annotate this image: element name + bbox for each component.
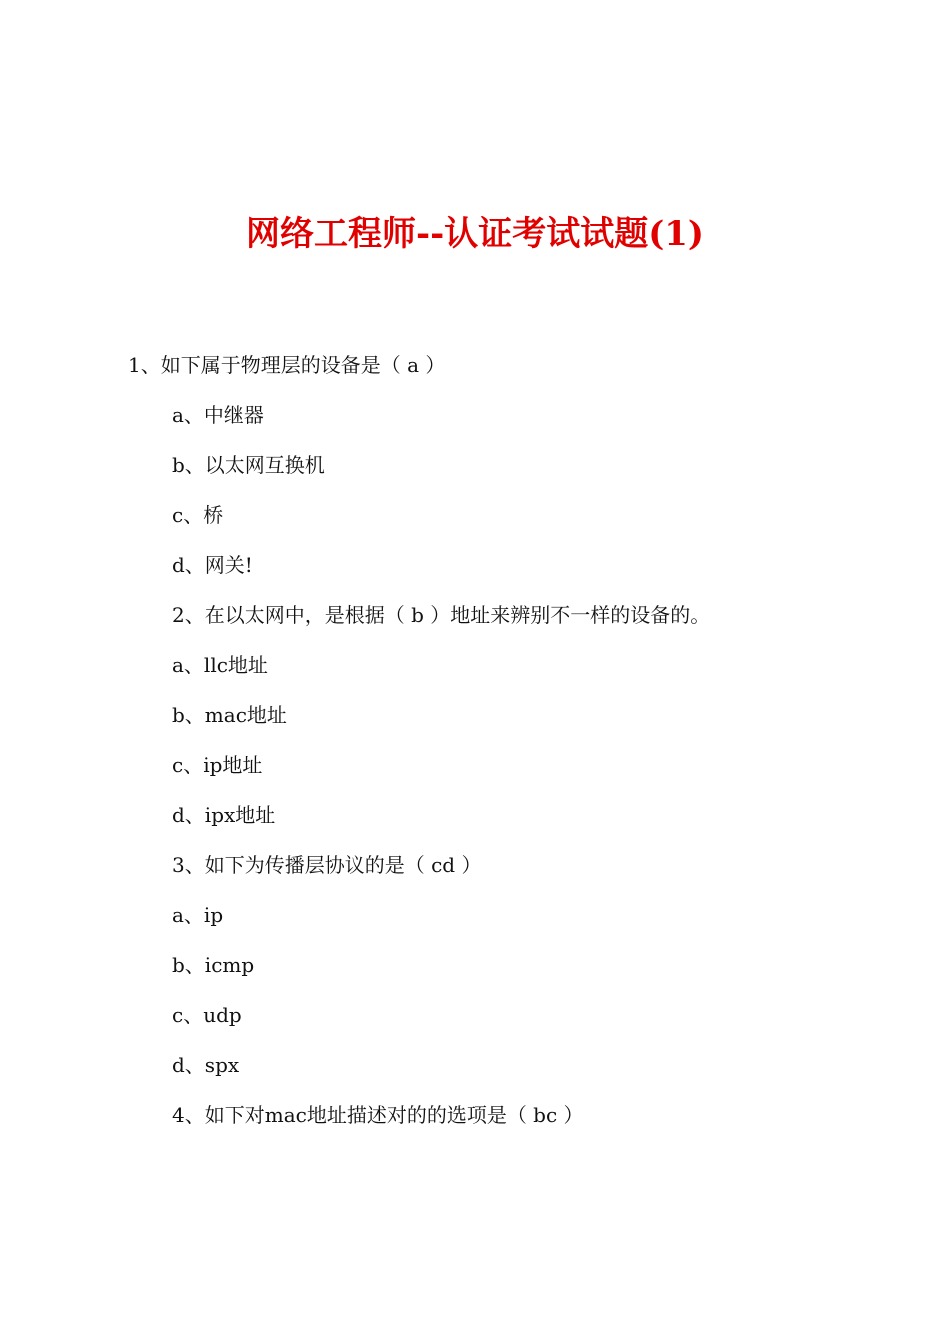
- option-3b: b、icmp: [172, 953, 255, 977]
- option-2d: d、ipx地址: [172, 803, 276, 827]
- question-list: [0, 340, 950, 1140]
- option-3c: c、udp: [172, 1003, 242, 1027]
- option-3d: d、spx: [172, 1053, 240, 1077]
- question-1: 1、如下属于物理层的设备是（ a ）: [128, 353, 446, 377]
- page-title: 网络工程师--认证考试试题(1): [245, 214, 705, 254]
- option-1a: a、中继器: [172, 403, 264, 427]
- question-4: 4、如下对mac地址描述对的的选项是（ bc ）: [172, 1103, 584, 1127]
- option-3a: a、ip: [172, 903, 224, 927]
- question-3: 3、如下为传播层协议的是（ cd ）: [172, 853, 482, 877]
- question-2: 2、在以太网中，是根据（ b ）地址来辨别不一样的设备的。: [172, 603, 711, 627]
- option-2b: b、mac地址: [172, 703, 287, 727]
- option-1b: b、以太网互换机: [172, 453, 325, 477]
- option-2a: a、llc地址: [172, 653, 268, 677]
- option-1d: d、网关!: [172, 553, 253, 577]
- option-1c: c、桥: [172, 503, 224, 527]
- option-2c: c、ip地址: [172, 753, 263, 777]
